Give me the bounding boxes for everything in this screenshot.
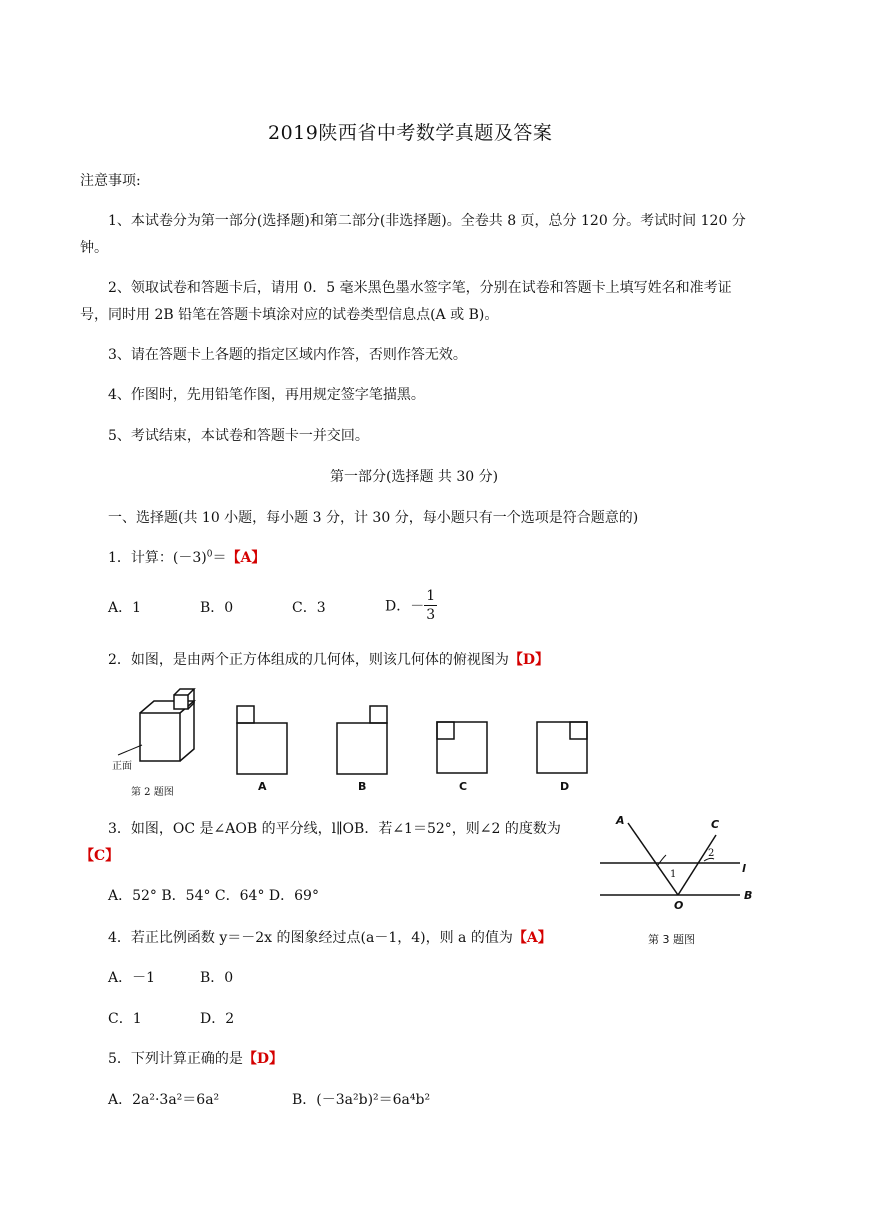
notice-line-3: 3、请在答题卡上各题的指定区域内作答，否则作答无效。 [108,347,467,363]
q4-answer: 【A】 [512,930,552,946]
q2-stem: 2．如图，是由两个正方体组成的几何体，则该几何体的俯视图为【D】 [108,652,550,668]
q3-stem: 3．如图，OC 是∠AOB 的平分线，l∥OB．若∠1＝52°，则∠2 的度数为 [108,821,561,837]
q2-view-b [336,705,388,775]
q3-label-b: B [744,889,753,902]
q1-option-b: B．0 [200,600,234,616]
q3-label-a: A [616,814,625,827]
q3-angle-1: 1 [670,869,677,880]
q5-stem: 5．下列计算正确的是【D】 [108,1051,284,1067]
q2-label-c: C [459,780,468,793]
q1-answer: 【A】 [226,550,266,566]
q2-view-a [236,705,288,775]
q2-fig-caption: 第 2 题图 [131,787,174,798]
q1-option-c: C．3 [292,600,326,616]
section-heading: 一、选择题(共 10 小题，每小题 3 分，计 30 分，每小题只有一个选项是符合题意的) [108,510,639,526]
q1-option-d: D．－ $\frac{1}{3}$ [385,588,436,623]
notice-heading: 注意事项: [80,173,141,189]
q5-option-b: B．(－3a²b)²＝6a⁴b² [292,1092,431,1108]
q2-view-c [436,721,488,775]
q2-front-label: 正面 [112,761,132,772]
q2-label-d: D [560,780,570,793]
q4-option-d: D．2 [200,1011,235,1027]
q3-options: A．52° B．54° C．64° D．69° [108,888,319,904]
notice-line-1: 1、本试卷分为第一部分(选择题)和第二部分(非选择题)。全卷共 8 页，总分 120 分。考试时间 120 分 [108,213,746,229]
q4-option-a: A．－1 [108,970,156,986]
q1-stem: 1．计算：$(-3)^0=$【A】 [108,549,266,566]
q4-option-c: C．1 [108,1011,142,1027]
q4-stem: 4．若正比例函数 y＝－2x 的图象经过点(a－1，4)，则 a 的值为【A】 [108,930,552,946]
q3-label-l: l [742,862,746,875]
q5-option-a: A．2a²·3a²＝6a² [108,1092,220,1108]
q3-fig-caption: 第 3 题图 [648,933,695,946]
q3-angle-2: 2 [708,848,715,859]
q4-option-b: B．0 [200,970,234,986]
q2-label-a: A [258,780,267,793]
notice-line-2b: 号，同时用 2B 铅笔在答题卡填涂对应的试卷类型信息点(A 或 B)。 [80,307,499,323]
q2-view-d [536,721,588,775]
q2-label-b: B [358,780,367,793]
q5-answer: 【D】 [242,1051,284,1067]
q3-answer: 【C】 [80,848,120,864]
q1-option-a: A．1 [108,600,142,616]
notice-line-2: 2、领取试卷和答题卡后，请用 0．5 毫米黑色墨水签字笔，分别在试卷和答题卡上填写姓名和准考证 [108,280,732,296]
q3-label-o: O [674,899,684,912]
notice-line-5: 5、考试结束，本试卷和答题卡一并交回。 [108,428,369,444]
page-title: 2019陕西省中考数学真题及答案 [268,122,553,144]
q3-label-c: C [711,818,720,831]
q2-answer: 【D】 [508,652,550,668]
notice-line-4: 4、作图时，先用铅笔作图，再用规定签字笔描黑。 [108,387,425,403]
part-heading: 第一部分(选择题 共 30 分) [330,469,499,485]
notice-line-1b: 钟。 [80,240,108,256]
